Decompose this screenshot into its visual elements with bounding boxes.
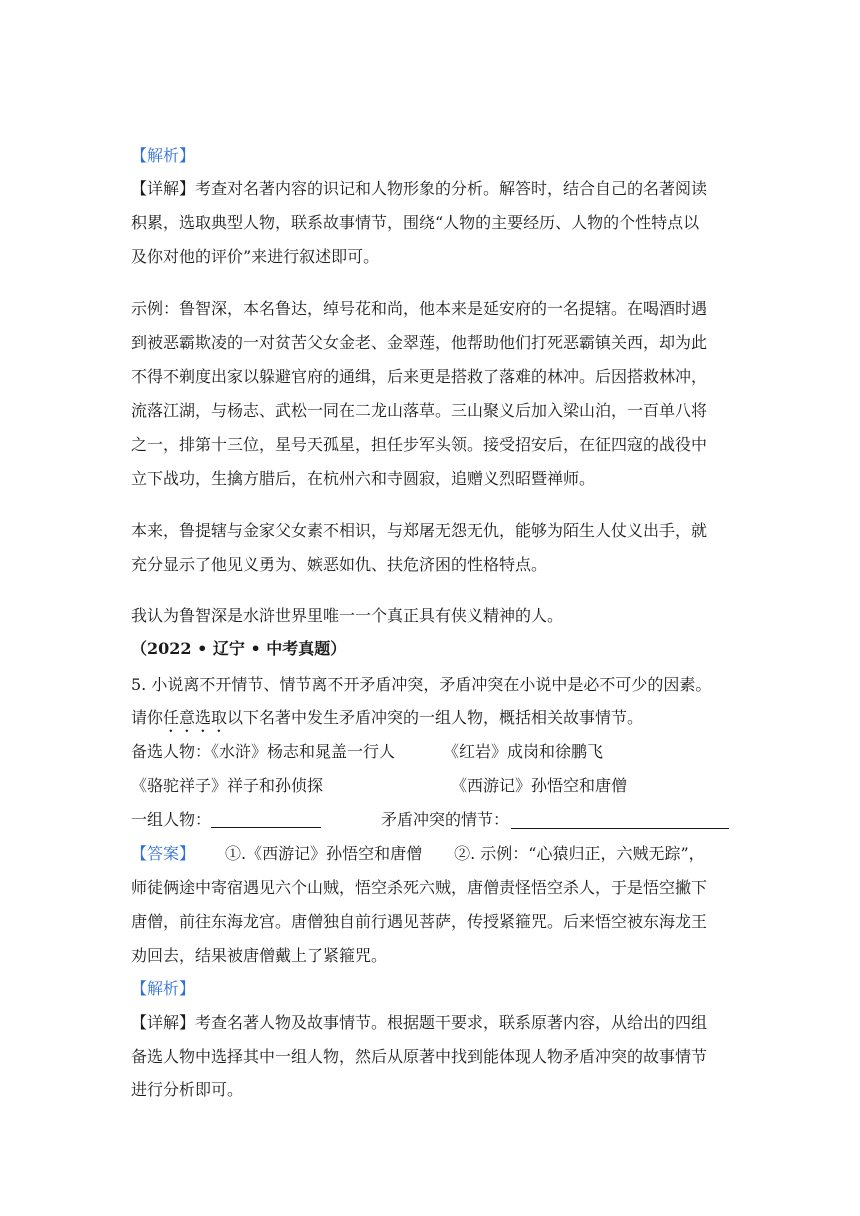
detail-line: 积累，选取典型人物，联系故事情节，围绕“人物的主要经历、人物的个性特点以 <box>131 213 700 232</box>
answer-line: 劝回去，结果被唐僧戴上了紧箍咒。 <box>131 946 388 965</box>
answer-blanks-row <box>131 810 731 830</box>
analysis-tag: 【解析】 <box>131 979 196 998</box>
blank-label: 矛盾冲突的情节： <box>381 810 510 829</box>
answer-line: 唐僧，前往东海龙宫。唐僧独自前行遇见菩萨，传授紧箍咒。后来悟空被东海龙王 <box>131 912 708 931</box>
example-line: 不得不剃度出家以躲避官府的通缉，后来更是搭救了落难的林冲。后因搭救林冲， <box>131 367 708 386</box>
detail-text: 考查对名著内容的识记和人物形象的分析。解答时，结合自己的名著阅读 <box>195 179 708 198</box>
detail-tag: 【详解】 <box>131 1013 196 1032</box>
answer-line: 师徒俩途中寄宿遇见六个山贼，悟空杀死六贼，唐僧责怪悟空杀人，于是悟空撇下 <box>131 878 708 897</box>
option-item: 《红岩》成岗和徐鹏飞 <box>443 742 604 761</box>
option-item: 备选人物：《水浒》杨志和晁盖一行人 <box>131 742 396 761</box>
detail-line <box>131 1013 731 1033</box>
answer-line <box>131 844 731 864</box>
example-line: 立下战功，生擒方腊后，在杭州六和寺圆寂，追赠义烈昭暨禅师。 <box>131 469 596 488</box>
question-line: 5. 小说离不开情节、情节离不开矛盾冲突，矛盾冲突在小说中是必不可少的因素。 <box>131 675 712 694</box>
question-source: （2022 • 辽宁 • 中考真题） <box>131 639 347 658</box>
paragraph-line: 充分显示了他见义勇为、嫉恶如仇、扶危济困的性格特点。 <box>131 555 548 574</box>
question-line <box>131 708 731 736</box>
detail-line: 备选人物中选择其中一组人物，然后从原著中找到能体现人物矛盾冲突的故事情节 <box>131 1047 708 1066</box>
blank-label: 一组人物： <box>131 810 212 829</box>
option-item: 《西游记》孙悟空和唐僧 <box>451 776 628 795</box>
emphasized-text: 任意选取 <box>163 708 228 727</box>
answer-text: ①.《西游记》孙悟空和唐僧 ②. 示例：“心猿归正，六贼无踪”， <box>225 844 705 863</box>
answer-blank <box>211 811 321 828</box>
example-line: 流落江湖，与杨志、武松一同在二龙山落草。三山聚义后加入梁山泊，一百单八将 <box>131 401 708 420</box>
detail-line <box>131 179 731 199</box>
example-line: 到被恶霸欺凌的一对贫苦父女金老、金翠莲，他帮助他们打死恶霸镇关西，却为此 <box>131 333 708 352</box>
paragraph-line: 我认为鲁智深是水浒世界里唯一一个真正具有侠义精神的人。 <box>131 606 564 625</box>
question-text: 以下名著中发生矛盾冲突的一组人物，概括相关故事情节。 <box>227 708 644 727</box>
paragraph-line: 本来，鲁提辖与金家父女素不相识，与郑屠无怨无仇，能够为陌生人仗义出手，就 <box>131 521 708 540</box>
detail-line: 及你对他的评价”来进行叙述即可。 <box>131 247 380 266</box>
analysis-tag: 【解析】 <box>131 146 196 165</box>
option-row <box>131 742 731 762</box>
answer-blank <box>511 812 729 829</box>
detail-tag: 【详解】 <box>131 179 196 198</box>
answer-tag: 【答案】 <box>131 844 196 863</box>
example-line: 之一，排第十三位，星号天孤星，担任步军头领。接受招安后，在征四寇的战役中 <box>131 435 708 454</box>
example-line: 示例：鲁智深，本名鲁达，绰号花和尚，他本来是延安府的一名提辖。在喝酒时遇 <box>131 299 708 318</box>
option-row <box>131 776 731 796</box>
option-item: 《骆驼祥子》祥子和孙侦探 <box>131 776 324 795</box>
detail-text: 考查名著人物及故事情节。根据题干要求，联系原著内容，从给出的四组 <box>195 1013 708 1032</box>
detail-line: 进行分析即可。 <box>131 1080 244 1099</box>
question-text: 请你 <box>131 708 164 727</box>
